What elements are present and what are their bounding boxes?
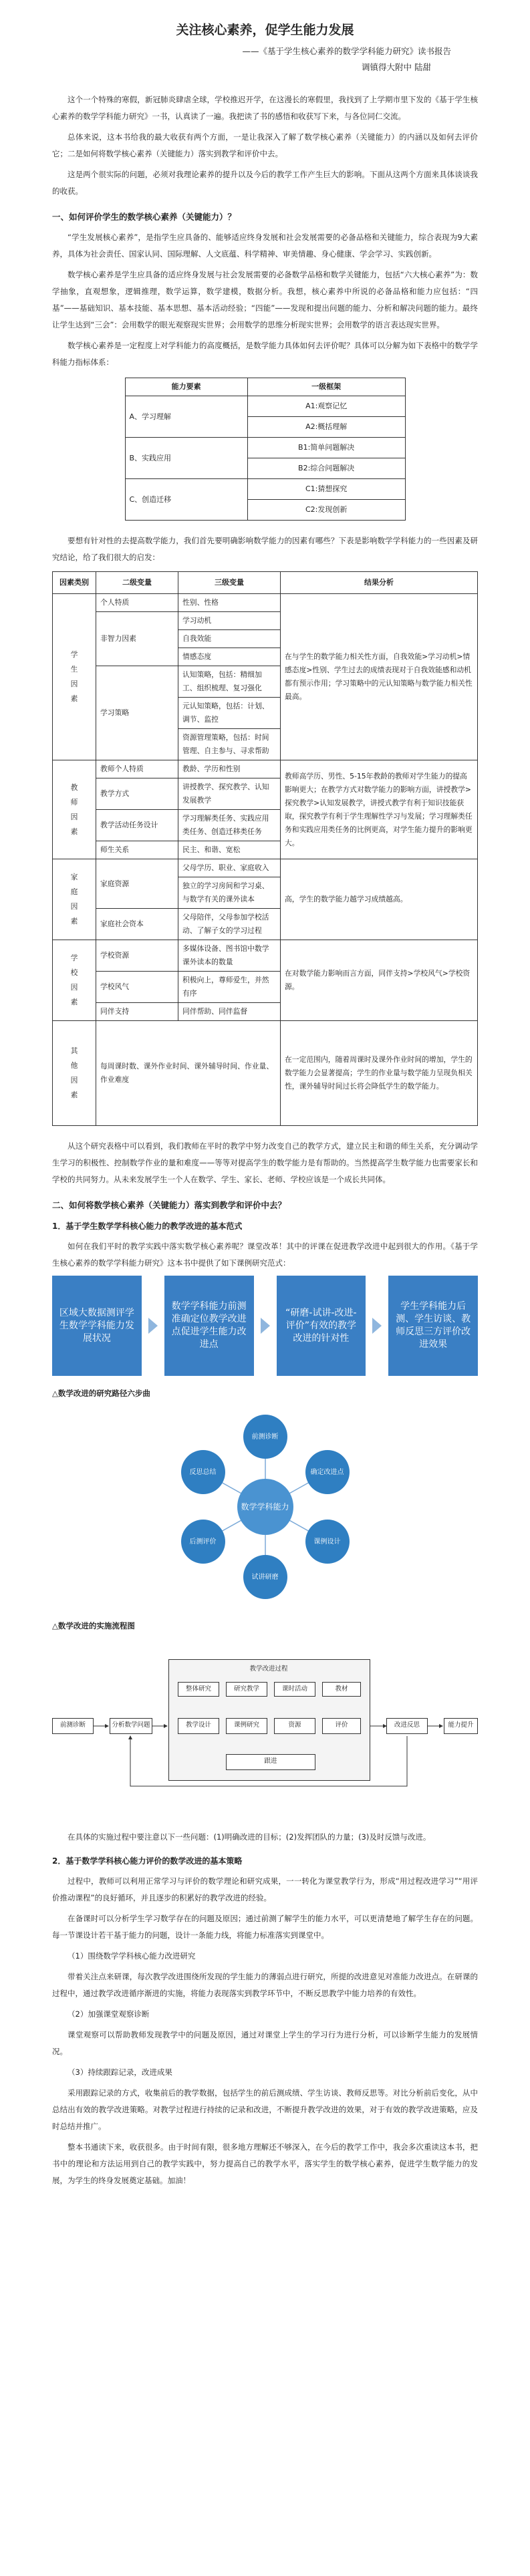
flow-node: 改进反思 [386, 1718, 428, 1734]
table-cell: 性别、性格 [178, 594, 281, 612]
paradigm-step: “研磨-试讲-改进-评价”有效的教学改进的针对性 [277, 1276, 366, 1376]
table-cell: 学习策略 [96, 666, 178, 760]
flow-node: 前测诊断 [52, 1718, 94, 1734]
paradigm-step: 学生学科能力后测、学生访谈、教师反思三方评价改进效果 [388, 1276, 478, 1376]
table-cell: 独立的学习房间和学习桌、与数学有关的课外读本 [178, 877, 281, 909]
step-node: 确定改进点 [305, 1450, 350, 1494]
step-node: 课例设计 [305, 1520, 350, 1564]
figure-caption: △数学改进的研究路径六步曲 [52, 1389, 150, 1398]
body-paragraph: 采用跟踪记录的方式，收集前后的教学数据，包括学生的前后测成绩、学生访谈、教师反思等。对比分析前后变化，从中总结出有效的教学改进策略。对教学过程进行持续的记录和改进，不断提升教学改进的效果，对于有效的教学改进策略，应及时总结并推广。 [52, 2088, 478, 2131]
body-paragraph: 数学核心素养是一定程度上对学科能力的高度概括，是数学能力具体如何去评价呢？具体可以分解为如下表格中的数学学科能力指标体系： [52, 341, 478, 367]
table-header: 二级变量 [96, 572, 178, 594]
table-cell: B2:综合问题解决 [247, 458, 405, 479]
closing-paragraph: 整本书通读下来，收获很多。由于时间有限，很多地方理解还不够深入，在今后的教学工作中，我会多次重读这本书，把书中的理论和方法运用到自己的教学实践中，努力提高自己的教学水平，落实学生的数学核心素养，促进学生数学能力的发展，为学生的终身发展奠定基础。加油！ [52, 2142, 478, 2185]
result-cell: 在一定范围内，随着周课时及课外作业时间的增加，学生的数学能力会显著提高；学生的作业量与数学能力呈现负相关性，课外辅导时间过长将会降低学生的数学能力。 [281, 1021, 478, 1126]
subsection-heading: 2．基于数学学科核心能力评价的数学改进的基本策略 [52, 1856, 243, 1866]
table-cell: 学习理解类任务、实践应用类任务、创造迁移类任务 [178, 810, 281, 841]
table-cell: A、学习理解 [125, 396, 247, 438]
table-cell: 学校资源 [96, 940, 178, 972]
table-header: 一级框架 [247, 378, 405, 396]
result-cell: 教师高学历、男性、5-15年教龄的教师对学生能力的提高影响更大；在教学方式对数学能力的影响方面，讲授教学>探究教学>认知发展教学，讲授式教学有利于知识技能获取，探究教学有利于学生理解性学习与发展；学习理解类任务和实践应用类任务的比例更高，对学生能力提升的影响更大。 [281, 760, 478, 859]
step-node: 后测评价 [181, 1520, 225, 1564]
table-cell: 非智力因素 [96, 612, 178, 666]
body-paragraph: （3）持续跟踪记录，改进成果 [68, 2067, 172, 2077]
table-cell: 积极向上，尊师爱生，并然有序 [178, 972, 281, 1003]
table-cell: 多媒体设备、图书馆中数学课外读本的数量 [178, 940, 281, 972]
page-title: 关注核心素养，促学生能力发展 [176, 23, 354, 37]
table-cell: 讲授教学、探究教学、认知发展教学 [178, 778, 281, 810]
table-cell: 父母学历、职业、家庭收入 [178, 859, 281, 877]
table-cell: A1:观察记忆 [247, 396, 405, 417]
implementation-flowchart [52, 1639, 478, 1813]
table-cell: 情感态度 [178, 648, 281, 666]
arrow-right-icon [372, 1318, 382, 1334]
table-header: 能力要素 [125, 378, 247, 396]
table-row [125, 438, 405, 458]
body-paragraph: 数学核心素养是学生应具备的适应终身发展与社会发展需要的必备数学品格和数学关键能力，包括“六大核心素养”为：数学抽象，直观想象，逻辑推理，数学运算，数学建模，数据分析。我想，核心素养中所说的必备品格和能力应包括：“四基”——基础知识、基本技能、基本思想、基本活动经验；“四能”——发现和提出问题的能力、分析和解决问题的能力。最终让学生达到“三会”：会用数学的眼光观察现实世界；会用数学的思维分析现实世界；会用数学的语言表达现实世界。 [52, 270, 478, 329]
arrow-right-icon [148, 1318, 158, 1334]
intro-paragraph: 这是两个很实际的问题，必须对我理论素养的提升以及今后的教学工作产生巨大的影响。下面从这两个方面来具体谈谈我的收获。 [52, 170, 478, 196]
ability-index-table [125, 378, 406, 521]
body-paragraph: 从这个研究表格中可以看到，我们教师在平时的教学中努力改变自己的教学方式，建立民主和谐的师生关系，充分调动学生学习的积极性、控制数学作业的量和难度——等等对提高学生的数学能力是有帮助的。当然提高学生数学能力也需要家长和学校的共同努力。从未来发展学生一个人在数学、学生、家长、老师、学校应该是一个成长共同体。 [52, 1141, 478, 1184]
table-cell: 自我效能 [178, 630, 281, 648]
flow-node: 课时活动 [274, 1682, 315, 1697]
body-paragraph: 过程中，教师可以利用正常学习与评价的数学理论和研究成果，一一转化为课堂教学行为，形成“用过程改进学习”“用评价推动课程”的良好循环，并且逐步的积累好的教学改进的经验。 [52, 1876, 478, 1902]
body-paragraph: 如何在我们平时的教学实践中落实数学核心素养呢？课堂改革！其中的评课在促进教学改进中起到很大的作用。《基于学生核心素养的数学学科能力研究》这本书中提供了如下课例研究范式： [52, 1242, 478, 1268]
table-row [125, 479, 405, 500]
result-cell: 高，学生的数学能力越学习成绩越高。 [281, 859, 478, 940]
research-paradigm-diagram [52, 1276, 478, 1376]
flow-node: 跟进 [226, 1754, 315, 1770]
table-cell: B、实践应用 [125, 438, 247, 479]
section-heading: 一、如何评价学生的数学核心素养（关键能力）？ [52, 212, 237, 222]
table-cell: 父母陪伴，父母参加学校活动、了解子女的学习过程 [178, 909, 281, 940]
flow-node: 分析数学问题 [110, 1718, 152, 1734]
table-cell: 教龄、学历和性别 [178, 760, 281, 778]
table-cell: 学校风气 [96, 972, 178, 1003]
table-cell: 师生关系 [96, 841, 178, 859]
table-cell: C1:猜想探究 [247, 479, 405, 500]
flow-node: 教材 [322, 1682, 361, 1697]
table-cell: 同伴支持 [96, 1003, 178, 1021]
body-paragraph: 课堂观察可以帮助教师发现教学中的问题及原因，通过对课堂上学生的学习行为进行分析，可以诊断学生能力的发展情况。 [52, 2030, 478, 2056]
body-paragraph: （2）加强课堂观察诊断 [68, 2009, 150, 2019]
table-cell: 认知策略，包括：精细加工、组织梳理、复习强化 [178, 666, 281, 698]
flow-node: 研究教学 [226, 1682, 267, 1697]
intro-paragraph: 这个一个特殊的寒假，新冠肺炎肆虐全球，学校推迟开学，在这漫长的寒假里，我找到了上学期市里下发的《基于学生核心素养的数学学科能力研究》一书，认真读了一遍。我把读了书的感悟和收获写下来，与各位同仁交流。 [52, 95, 478, 121]
table-row [53, 1021, 478, 1126]
step-node: 试讲研磨 [243, 1555, 287, 1599]
arrow-right-icon [261, 1318, 270, 1334]
body-paragraph: 要想有针对性的去提高数学能力，我们首先要明确影响数学能力的因素有哪些？下表是影响数学学科能力的一些因素及研究结论，给了我们很大的启发： [52, 536, 478, 562]
table-cell: A2:概括理解 [247, 417, 405, 438]
table-header: 结果分析 [281, 572, 478, 594]
table-cell: 元认知策略，包括：计划、调节、监控 [178, 698, 281, 729]
author-line: 调镇得大附中 陆甜 [362, 62, 431, 72]
page-subtitle: ——《基于学生核心素养的数学学科能力研究》读书报告 [242, 46, 451, 56]
paradigm-step: 区域大数据测评学生数学学科能力发展状况 [52, 1276, 142, 1376]
paradigm-step: 数学学科能力前测准确定位教学改进点促进学生能力改进点 [164, 1276, 254, 1376]
subsection-heading: 1．基于学生数学学科核心能力的教学改进的基本范式 [52, 1222, 243, 1231]
table-cell: 同伴帮助、同伴监督 [178, 1003, 281, 1021]
body-paragraph: 在备课时可以分析学生学习数学存在的问题及原因；通过前测了解学生的能力水平，可以更清楚地了解学生存在的问题。每一节课设计若干基于能力的问题，设计一条能力线，将能力标准落实到课堂中。 [52, 1914, 478, 1940]
table-cell: 个人特质 [96, 594, 178, 612]
table-cell: 每周课时数、课外作业时间、课外辅导时间、作业量、作业难度 [96, 1021, 281, 1126]
factor-category: 教师因素 [70, 782, 78, 836]
step-node: 前测诊断 [243, 1415, 287, 1459]
body-paragraph: 在具体的实施过程中要注意以下一些问题：(1)明确改进的目标；(2)发挥团队的力量；(3)及时反馈与改进。 [68, 1832, 431, 1842]
body-paragraph: 带着关注点来研课，每次教学改进围绕所发现的学生能力的薄弱点进行研究，所提的改进意见对准能力改进点。在研课的过程中，通过教学改进循序渐进的实施，将能力表现落实到教学环节中，不断反思教学中能力培养的有效性。 [52, 1972, 478, 1998]
center-node: 数学学科能力 [237, 1479, 293, 1535]
result-cell: 在与学生的数学能力相关性方面，自我效能>学习动机>情感态度>性别、学生过去的成绩表现对于自我效能感和动机都有预示作用；学习策略中的元认知策略与数学能力相关性最高。 [281, 594, 478, 760]
table-row [53, 859, 478, 877]
table-header: 因素类别 [53, 572, 96, 594]
flow-node: 课例研究 [226, 1718, 267, 1734]
factor-category: 其他因素 [70, 1046, 78, 1099]
six-step-diagram [155, 1407, 376, 1607]
factor-table [52, 571, 478, 1126]
table-cell: C、创造迁移 [125, 479, 247, 521]
figure-caption: △数学改进的实施流程图 [52, 1621, 135, 1630]
table-row [53, 760, 478, 778]
intro-paragraph: 总体来说，这本书给我的最大收获有两个方面，一是让我深入了解了数学核心素养（关键能力）的内涵以及如何去评价它；二是如何将数学核心素养（关键能力）落实到教学和评价中去。 [52, 132, 478, 158]
table-cell: 民主、和谐、宽松 [178, 841, 281, 859]
table-cell: 资源管理策略，包括：时间管理、自主参与、寻求帮助 [178, 729, 281, 760]
body-paragraph: （1）围绕数学学科核心能力改进研究 [68, 1951, 196, 1961]
section-heading: 二、如何将数学核心素养（关键能力）落实到教学和评价中去？ [52, 1200, 287, 1210]
table-row [53, 940, 478, 972]
table-cell: 家庭社会资本 [96, 909, 178, 940]
factor-category: 学生因素 [70, 650, 78, 703]
table-cell: C2:发现创新 [247, 500, 405, 521]
table-cell: 教学活动任务设计 [96, 810, 178, 841]
body-paragraph: “学生发展核心素养”，是指学生应具备的、能够适应终身发展和社会发展需要的必备品格和关键能力，综合表现为9大素养，具体为社会责任、国家认同、国际理解、人文底蕴、科学精神、审美情趣、身心健康、学会学习、实践创新。 [52, 233, 478, 259]
table-row [125, 396, 405, 417]
table-cell: 家庭资源 [96, 859, 178, 909]
result-cell: 在对数学能力影响而言方面，同伴支持>学校风气>学校资源。 [281, 940, 478, 1021]
factor-category: 家庭因素 [70, 873, 78, 925]
flow-node: 整体研究 [178, 1682, 219, 1697]
table-row [53, 594, 478, 612]
table-header: 三级变量 [178, 572, 281, 594]
factor-category: 学校因素 [70, 954, 78, 1006]
table-cell: B1:简单问题解决 [247, 438, 405, 458]
table-cell: 学习动机 [178, 612, 281, 630]
table-cell: 教学方式 [96, 778, 178, 810]
flow-node: 评价 [322, 1718, 361, 1734]
flow-node: 能力提升 [444, 1718, 478, 1734]
flow-node: 教学设计 [178, 1718, 219, 1734]
step-node: 反思总结 [181, 1450, 225, 1494]
flow-process-title: 教学改进过程 [249, 1665, 288, 1673]
flow-node: 资源 [274, 1718, 315, 1734]
table-cell: 教师个人特质 [96, 760, 178, 778]
